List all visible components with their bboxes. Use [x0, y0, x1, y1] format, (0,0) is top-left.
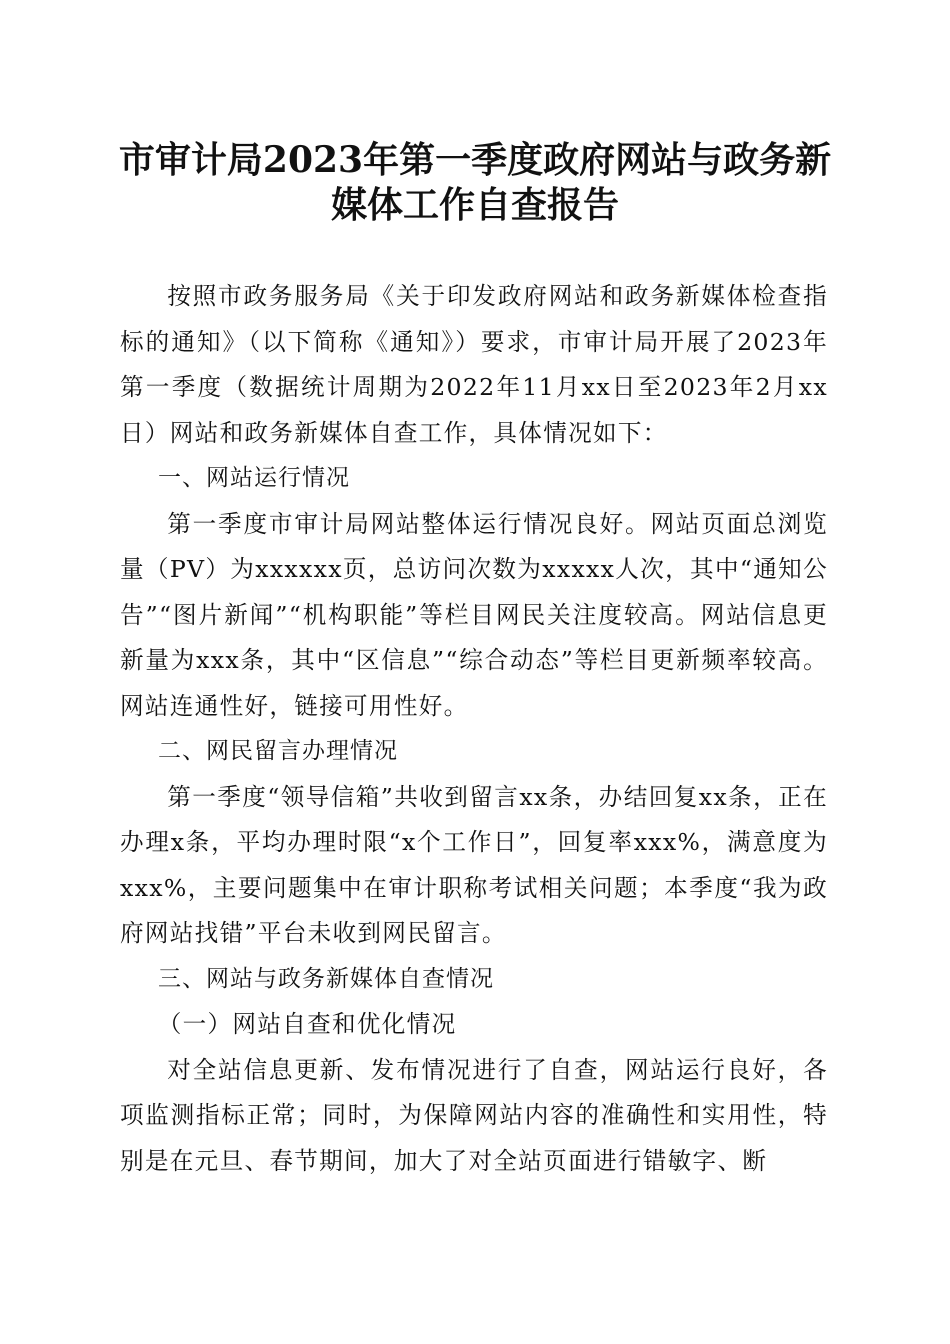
document-title-line-2: 媒体工作自查报告: [330, 184, 619, 226]
section-3-subheading-1: （一）网站自查和优化情况: [157, 1010, 457, 1038]
section-2-paragraph: 第一季度“领导信箱”共收到留言xx条，办结回复xx条，正在办理x条，平均办理时限“x个工作日”，回复率xxx%，满意度为xxx%，主要问题集中在审计职称考试相关问题；本季度“我为政府网站找错”平台未收到网民留言。: [120, 782, 828, 947]
section-3-sub-1-paragraph: 对全站信息更新、发布情况进行了自查，网站运行良好，各项监测指标正常；同时，为保障网站内容的准确性和实用性，特别是在元旦、春节期间，加大了对全站页面进行错敏字、断: [120, 1055, 828, 1175]
section-1-heading: 一、网站运行情况: [157, 465, 350, 491]
section-1-paragraph: 第一季度市审计局网站整体运行情况良好。网站页面总浏览量（PV）为xxxxxx页，总访问次数为xxxxx人次，其中“通知公告”“图片新闻”“机构职能”等栏目网民关注度较高。网站信息更新量为xxx条，其中“区信息”“综合动态”等栏目更新频率较高。网站连通性好，链接可用性好。: [120, 509, 828, 720]
document-body: [120, 274, 828, 1184]
section-2-heading: 二、网民留言办理情况: [157, 738, 398, 764]
document-title-line-1: 市审计局2023年第一季度政府网站与政务新: [118, 139, 832, 181]
section-3-heading: 三、网站与政务新媒体自查情况: [157, 965, 494, 992]
intro-paragraph: 按照市政务服务局《关于印发政府网站和政务新媒体检查指标的通知》（以下简称《通知》）要求，市审计局开展了2023年第一季度（数据统计周期为2022年11月xx日至2023年2月xx日）网站和政务新媒体自查工作，具体情况如下：: [120, 282, 828, 447]
